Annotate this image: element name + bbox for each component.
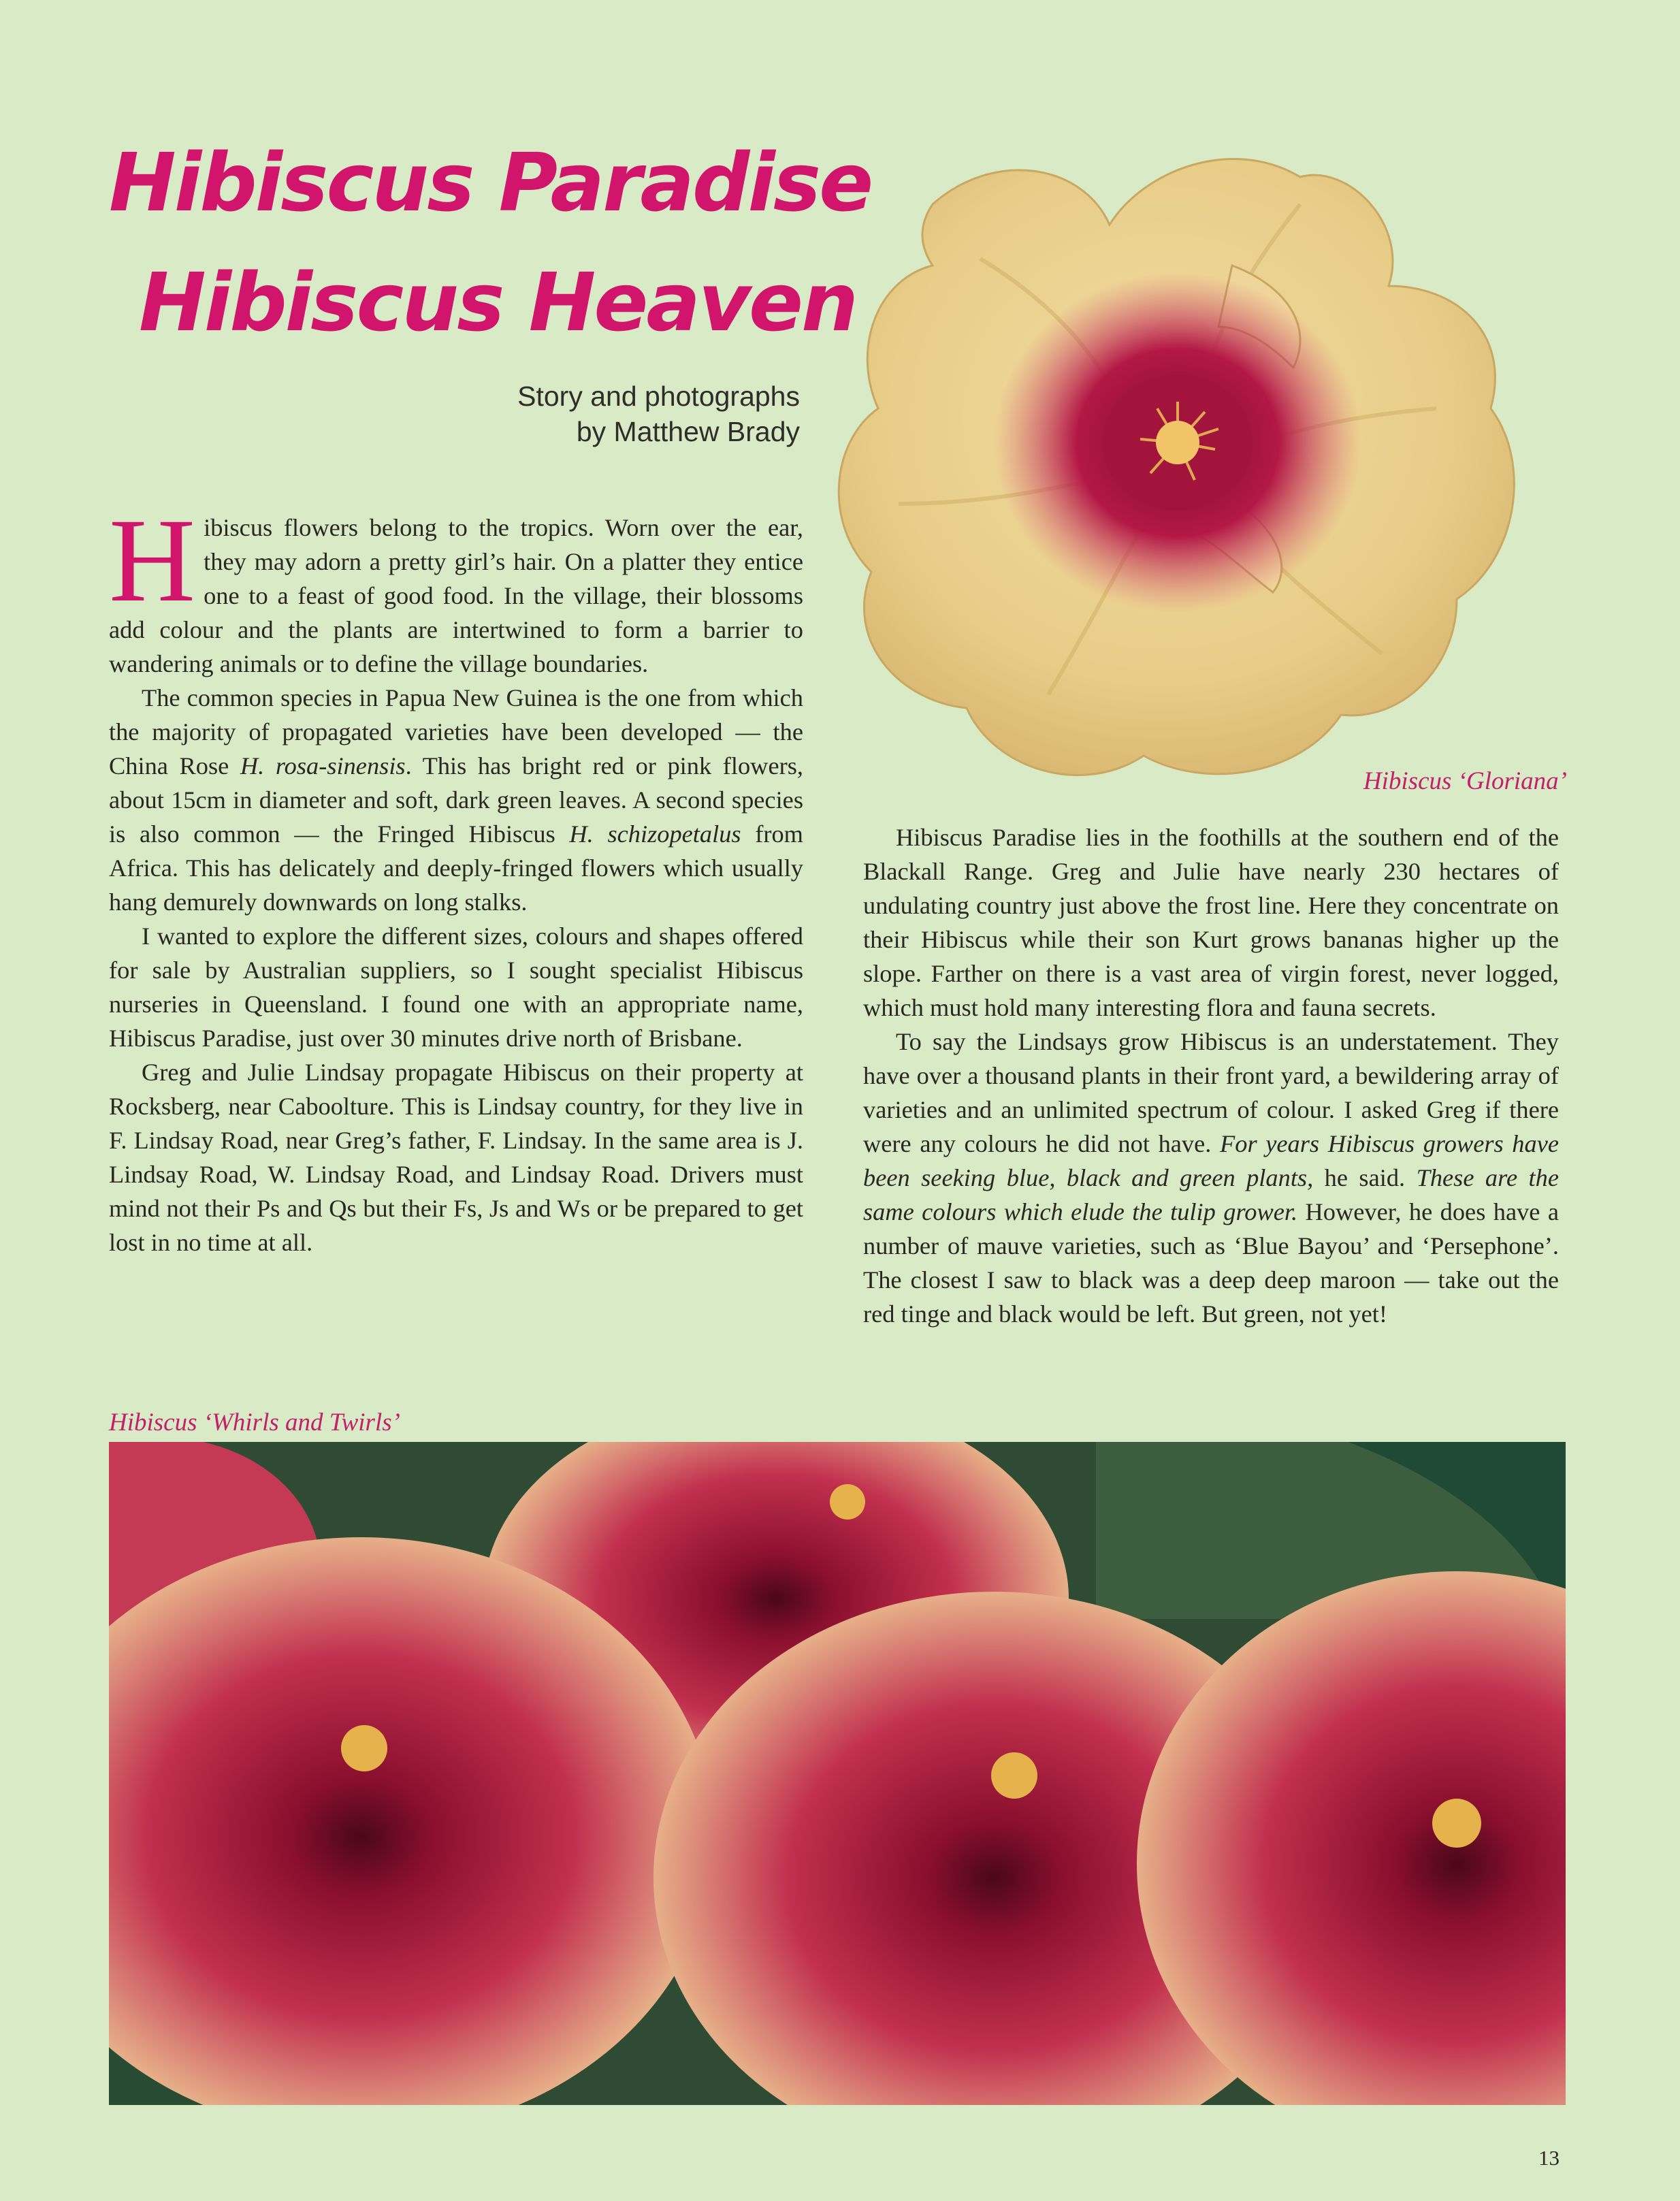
drop-cap: H bbox=[109, 494, 196, 627]
species-name-schizopetalus: H. schizopetalus bbox=[569, 820, 741, 848]
paragraph-lindsay: Greg and Julie Lindsay propagate Hibiscus on their property at Rocksberg, near Caboolture. This is Lindsay country, for they live in F. Lindsay Road, near Greg’s father, F. Lindsay. In the same area is J. Lindsay Road, W. Lindsay Road, and Lindsay Road. Drivers must mind not their Ps and Qs but their Fs, Js and Ws or be prepared to get lost in no time at all. bbox=[109, 1059, 803, 1256]
left-text-column bbox=[109, 494, 803, 1259]
quote-growers: For years Hibiscus growers have been seeking blue, black and green plants, bbox=[863, 1130, 1560, 1191]
caption-whirls-and-twirls: Hibiscus ‘Whirls and Twirls’ bbox=[109, 1409, 400, 1436]
right-text-column bbox=[863, 820, 1559, 1331]
byline bbox=[381, 379, 800, 449]
title-line-2: Hibiscus Heaven bbox=[139, 255, 856, 349]
gloriana-flower-photo bbox=[824, 123, 1586, 817]
byline-line-2: by Matthew Brady bbox=[576, 416, 800, 447]
paragraph-explore: I wanted to explore the different sizes, colours and shapes offered for sale by Australian suppliers, so I sought specialist Hibiscus nurseries in Queensland. I found one with an appropriate name, Hibiscus Paradise, just over 30 minutes drive north of Brisbane. bbox=[109, 922, 803, 1052]
whirls-and-twirls-photo bbox=[109, 1442, 1566, 2105]
article-title bbox=[109, 123, 872, 362]
paragraph-species bbox=[109, 681, 803, 919]
species-name-rosa-sinensis: H. rosa-sinensis bbox=[240, 752, 406, 780]
caption-gloriana: Hibiscus ‘Gloriana’ bbox=[1363, 767, 1567, 795]
paragraph-colours-text-e: However, he does have a number of mauve varieties, such as ‘Blue Bayou’ and ‘Persephone’. The closest I saw to black was a deep deep maroon — take out the red tinge and black would be left. But green, not yet! bbox=[863, 1198, 1560, 1328]
paragraph-colours-text-c: he said. bbox=[1313, 1164, 1417, 1191]
page-number: 13 bbox=[1538, 2146, 1560, 2170]
paragraph-species-text-a: The common species in Papua New Guinea is the one from which the majority of propagated varieties have been developed — the China Rose bbox=[109, 684, 803, 780]
paragraph-intro-text: ibiscus flowers belong to the tropics. Worn over the ear, they may adorn a pretty girl’s hair. On a platter they entice one to a feast of good food. In the village, their blossoms add colour and the plants are intertwined to form a barrier to wandering animals or to define the village boundaries. bbox=[109, 514, 803, 677]
paragraph-intro bbox=[109, 494, 803, 681]
paragraph-species-text-c: . This has bright red or pink flowers, about 15cm in diameter and soft, dark green leaves. A second species is also common — the Fringed Hibiscus bbox=[109, 752, 803, 848]
paragraph-location: Hibiscus Paradise lies in the foothills at the southern end of the Blackall Range. Greg and Julie have nearly 230 hectares of undulating country just above the frost line. Here they concentrate on their Hibiscus while their son Kurt grows bananas higher up the slope. Farther on there is a vast area of virgin forest, never logged, which must hold many interesting flora and fauna secrets. bbox=[863, 824, 1559, 1021]
quote-tulip: These are the same colours which elude the tulip grower. bbox=[863, 1164, 1559, 1225]
byline-line-1: Story and photographs bbox=[517, 381, 800, 412]
title-line-1: Hibiscus Paradise bbox=[109, 135, 872, 229]
paragraph-colours-text-a: To say the Lindsays grow Hibiscus is an understatement. They have over a thousand plants in their front yard, a bewildering array of varieties and an unlimited spectrum of colour. I asked Greg if there were any colours he did not have. bbox=[863, 1028, 1559, 1157]
paragraph-colours bbox=[863, 1025, 1559, 1331]
paragraph-species-text-e: from Africa. This has delicately and deeply-fringed flowers which usually hang demurely downwards on long stalks. bbox=[109, 820, 803, 916]
